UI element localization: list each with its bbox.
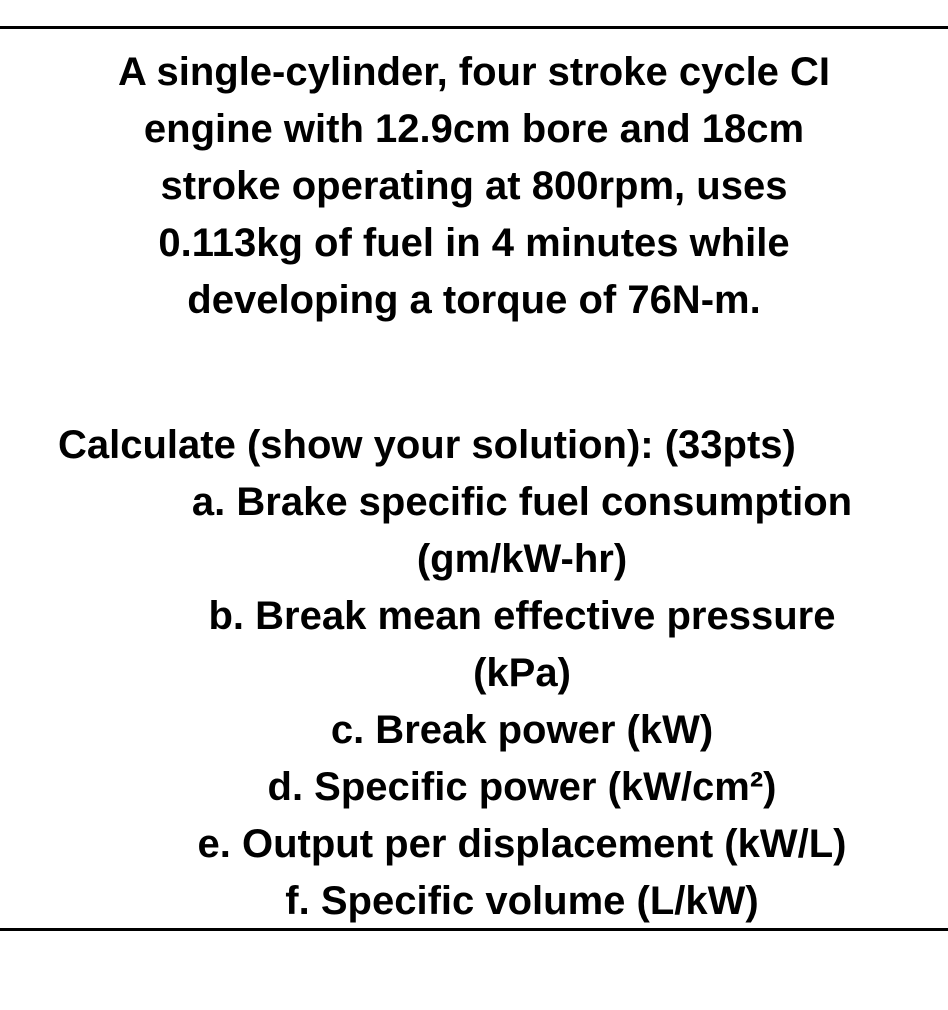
problem-line: 0.113kg of fuel in 4 minutes while xyxy=(158,221,790,265)
problem-statement xyxy=(40,44,908,329)
problem-line: A single-cylinder, four stroke cycle CI xyxy=(117,50,831,94)
part-e: e. Output per displacement (kW/L) xyxy=(197,822,847,866)
part-f: f. Specific volume (L/kW) xyxy=(285,879,759,923)
top-divider xyxy=(0,26,948,29)
problem-line: stroke operating at 800rpm, uses xyxy=(160,164,788,208)
part-d: d. Specific power (kW/cm²) xyxy=(267,765,777,809)
question-parts xyxy=(148,474,896,930)
part-a xyxy=(148,474,896,588)
part-a-unit: (gm/kW-hr) xyxy=(416,537,628,581)
problem-line: engine with 12.9cm bore and 18cm xyxy=(143,107,805,151)
part-a-label: a. Brake specific fuel consumption xyxy=(191,480,853,524)
part-c: c. Break power (kW) xyxy=(330,708,714,752)
problem-line: developing a torque of 76N-m. xyxy=(187,278,761,322)
part-b-label: b. Break mean effective pressure xyxy=(208,594,836,638)
part-b xyxy=(148,588,896,702)
bottom-divider xyxy=(0,928,948,931)
part-b-unit: (kPa) xyxy=(473,651,571,695)
calculate-prompt: Calculate (show your solution): (33pts) xyxy=(58,423,796,467)
